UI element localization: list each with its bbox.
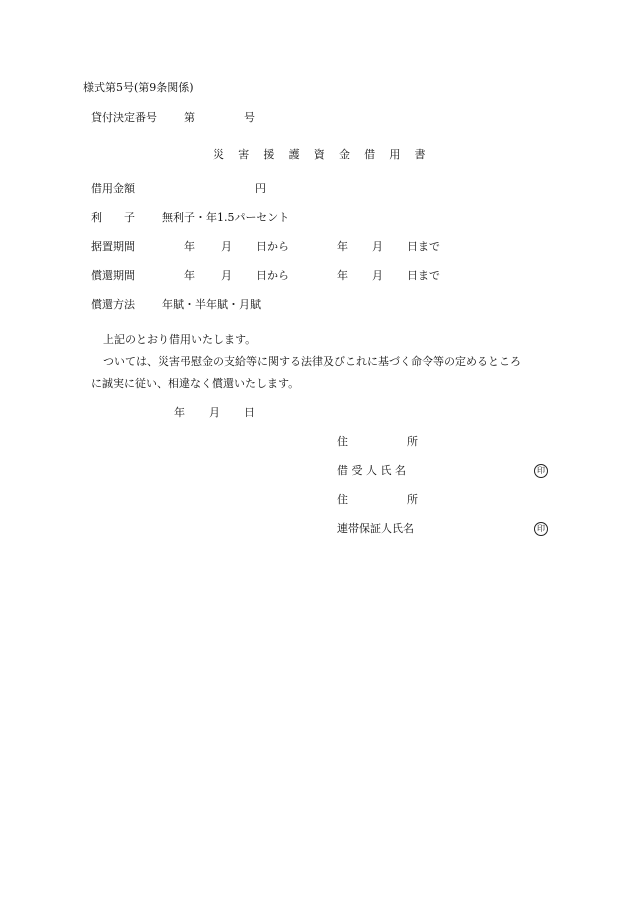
grace-year-end: 年 bbox=[337, 240, 348, 253]
loan-number-label: 貸付決定番号 bbox=[91, 111, 157, 124]
title-char: 書 bbox=[414, 148, 426, 161]
body-line-1: 上記のとおり借用いたします。 bbox=[103, 333, 257, 346]
guarantor-address-label-b: 所 bbox=[407, 493, 418, 506]
title-char: 護 bbox=[288, 148, 300, 161]
body-line-3: に誠実に従い、相違なく償還いたします。 bbox=[91, 377, 300, 390]
loan-number-prefix: 第 bbox=[184, 111, 195, 124]
interest-value: 無利子・年1.5パーセント bbox=[162, 211, 290, 224]
amount-label: 借用金額 bbox=[91, 182, 135, 195]
title-char: 借 bbox=[364, 148, 376, 161]
guarantor-address-label-a: 住 bbox=[337, 493, 348, 506]
repay-month-end: 月 bbox=[372, 269, 383, 282]
date-day: 日 bbox=[244, 406, 255, 419]
repay-year: 年 bbox=[184, 269, 195, 282]
title-char: 用 bbox=[389, 148, 401, 161]
title-char: 災 bbox=[213, 148, 224, 161]
grace-month-end: 月 bbox=[372, 240, 383, 253]
seal-mark: 印 bbox=[534, 464, 548, 478]
repay-month: 月 bbox=[221, 269, 232, 282]
seal-mark: 印 bbox=[534, 522, 548, 536]
borrower-address-label-b: 所 bbox=[407, 435, 418, 448]
document-title bbox=[213, 148, 440, 162]
grace-year: 年 bbox=[184, 240, 195, 253]
title-char: 害 bbox=[238, 148, 250, 161]
loan-number-suffix: 号 bbox=[244, 111, 255, 124]
repay-method-label: 償還方法 bbox=[91, 298, 135, 311]
grace-day-from: 日から bbox=[256, 240, 289, 253]
borrower-name-label: 借 受 人 氏 名 bbox=[337, 464, 406, 477]
repay-day-until: 日まで bbox=[407, 269, 440, 282]
body-line-2: ついては、災害弔慰金の支給等に関する法律及びこれに基づく命令等の定めるところ bbox=[103, 355, 521, 368]
title-char: 援 bbox=[263, 148, 275, 161]
date-month: 月 bbox=[209, 406, 220, 419]
repay-day-from: 日から bbox=[256, 269, 289, 282]
grace-month: 月 bbox=[221, 240, 232, 253]
borrower-address-label-a: 住 bbox=[337, 435, 348, 448]
title-char: 資 bbox=[313, 148, 325, 161]
amount-unit: 円 bbox=[255, 182, 266, 195]
form-label: 様式第5号(第9条関係) bbox=[83, 81, 194, 94]
repay-method-value: 年賦・半年賦・月賦 bbox=[162, 298, 261, 311]
title-char: 金 bbox=[338, 148, 350, 161]
interest-label: 利 子 bbox=[91, 211, 135, 224]
grace-period-label: 据置期間 bbox=[91, 240, 135, 253]
grace-day-until: 日まで bbox=[407, 240, 440, 253]
date-year: 年 bbox=[174, 406, 185, 419]
repay-year-end: 年 bbox=[337, 269, 348, 282]
guarantor-name-label: 連帯保証人氏名 bbox=[337, 522, 414, 535]
repay-period-label: 償還期間 bbox=[91, 269, 135, 282]
